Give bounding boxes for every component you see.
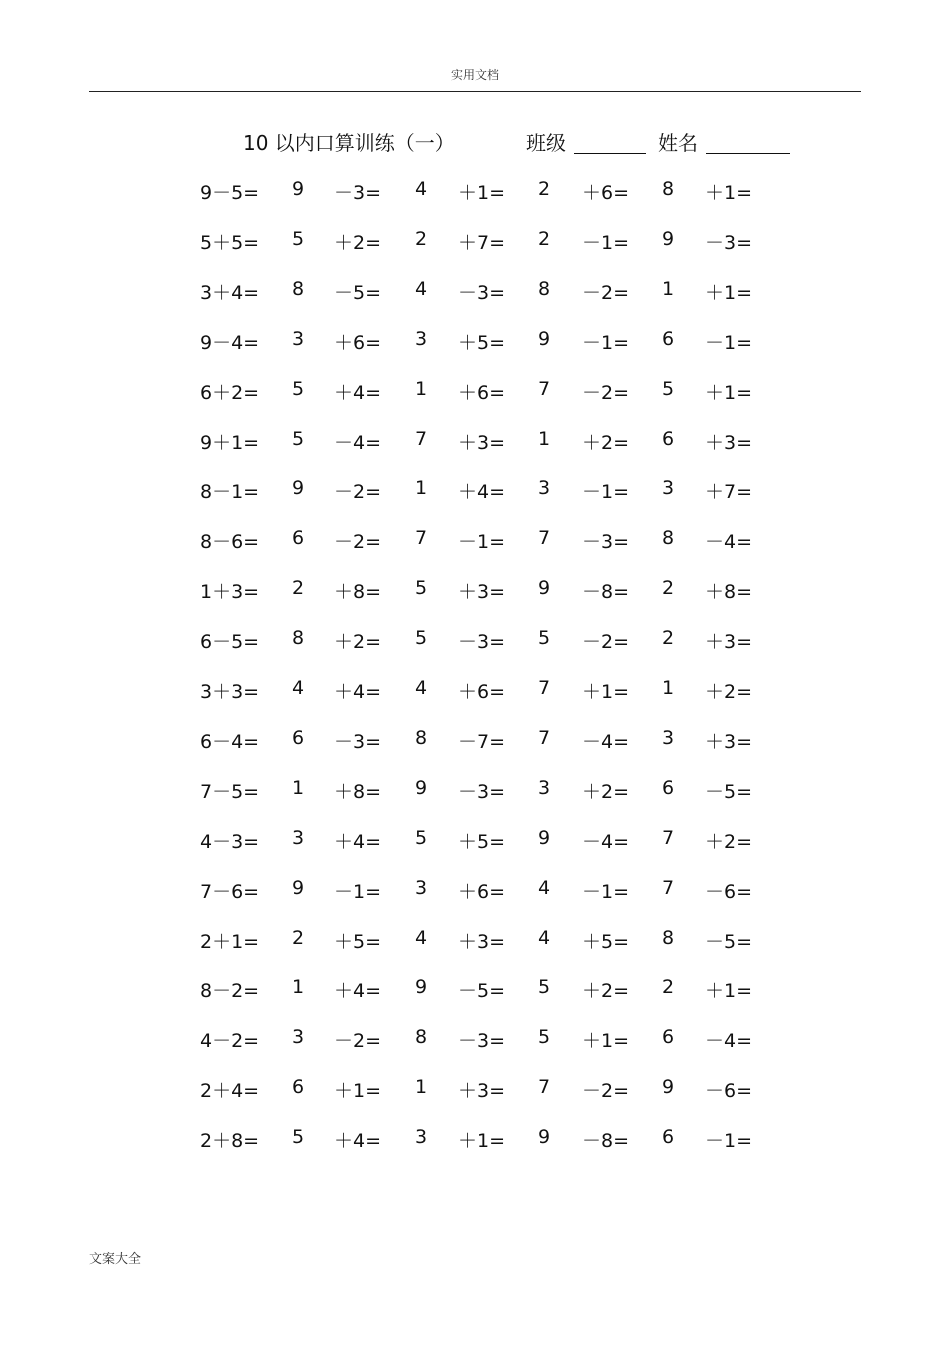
problem-row bbox=[0, 577, 950, 605]
problem-cell: ＋1= bbox=[334, 1080, 382, 1102]
problem-cell: －1= bbox=[705, 1130, 753, 1152]
problem-cell: 8 bbox=[415, 1026, 428, 1048]
problem-cell: ＋8= bbox=[334, 581, 382, 603]
problem-cell: 6 bbox=[662, 777, 675, 799]
problem-row bbox=[0, 976, 950, 1004]
problem-cell: ＋4= bbox=[334, 831, 382, 853]
problem-cell: 9 bbox=[538, 577, 551, 599]
problem-cell: －1= bbox=[458, 531, 506, 553]
problem-cell: 8 bbox=[292, 278, 305, 300]
problem-cell: ＋3= bbox=[458, 581, 506, 603]
problem-cell: 5 bbox=[292, 228, 305, 250]
problem-row bbox=[0, 927, 950, 955]
problem-cell: －8= bbox=[582, 1130, 630, 1152]
problem-row bbox=[0, 328, 950, 356]
problem-cell: ＋1= bbox=[458, 1130, 506, 1152]
problem-cell: －1= bbox=[705, 332, 753, 354]
problem-cell: －3= bbox=[458, 282, 506, 304]
problem-cell: ＋6= bbox=[458, 681, 506, 703]
problem-cell: 3 bbox=[415, 877, 428, 899]
problem-cell: 7 bbox=[415, 527, 428, 549]
problem-cell: 9－5= bbox=[200, 182, 260, 204]
worksheet-title: 10 以内口算训练（一） bbox=[243, 131, 455, 155]
problem-cell: 6 bbox=[662, 428, 675, 450]
problem-cell: 3 bbox=[292, 1026, 305, 1048]
problem-cell: 5 bbox=[292, 1126, 305, 1148]
problem-cell: 5 bbox=[415, 827, 428, 849]
problem-row bbox=[0, 1126, 950, 1154]
problem-cell: 1 bbox=[292, 777, 305, 799]
problem-cell: ＋1= bbox=[458, 182, 506, 204]
problem-cell: －1= bbox=[582, 332, 630, 354]
problem-cell: 9 bbox=[292, 477, 305, 499]
problem-cell: －1= bbox=[582, 481, 630, 503]
problem-cell: 2 bbox=[662, 627, 675, 649]
problem-cell: 5 bbox=[415, 577, 428, 599]
problem-cell: 8 bbox=[538, 278, 551, 300]
problem-cell: 3＋4= bbox=[200, 282, 260, 304]
problem-cell: 5 bbox=[662, 378, 675, 400]
problem-cell: 2 bbox=[538, 178, 551, 200]
problem-cell: 7 bbox=[538, 527, 551, 549]
problem-cell: ＋3= bbox=[458, 432, 506, 454]
problem-cell: －3= bbox=[582, 531, 630, 553]
problem-cell: ＋2= bbox=[582, 432, 630, 454]
problem-cell: 9 bbox=[538, 1126, 551, 1148]
class-blank-line[interactable] bbox=[574, 153, 646, 154]
problem-row bbox=[0, 677, 950, 705]
problem-cell: －3= bbox=[458, 781, 506, 803]
problem-cell: 2 bbox=[538, 228, 551, 250]
problem-cell: ＋3= bbox=[458, 931, 506, 953]
problem-cell: 2 bbox=[662, 577, 675, 599]
problem-row bbox=[0, 477, 950, 505]
problem-cell: 2 bbox=[292, 577, 305, 599]
problem-row bbox=[0, 178, 950, 206]
problem-cell: 5＋5= bbox=[200, 232, 260, 254]
problem-cell: －2= bbox=[582, 382, 630, 404]
problem-row bbox=[0, 827, 950, 855]
problem-cell: 5 bbox=[538, 976, 551, 998]
problem-cell: ＋6= bbox=[334, 332, 382, 354]
problem-cell: 4－2= bbox=[200, 1030, 260, 1052]
problem-cell: 9 bbox=[292, 877, 305, 899]
problem-cell: －8= bbox=[582, 581, 630, 603]
problem-cell: 9 bbox=[538, 827, 551, 849]
problem-cell: ＋2= bbox=[705, 831, 753, 853]
problem-cell: 8－2= bbox=[200, 980, 260, 1002]
page-header: 实用文档 bbox=[450, 68, 499, 82]
problem-cell: 4 bbox=[415, 178, 428, 200]
problem-row bbox=[0, 527, 950, 555]
problem-cell: ＋4= bbox=[334, 382, 382, 404]
problem-cell: ＋3= bbox=[705, 432, 753, 454]
problem-cell: 8 bbox=[662, 927, 675, 949]
problem-cell: ＋3= bbox=[705, 631, 753, 653]
problem-cell: －2= bbox=[334, 481, 382, 503]
problem-cell: 8－1= bbox=[200, 481, 260, 503]
problem-cell: －4= bbox=[334, 432, 382, 454]
problem-row bbox=[0, 877, 950, 905]
problem-cell: 7 bbox=[415, 428, 428, 450]
problem-cell: 3 bbox=[292, 827, 305, 849]
problem-cell: 2＋1= bbox=[200, 931, 260, 953]
problem-cell: －5= bbox=[334, 282, 382, 304]
problem-cell: ＋4= bbox=[334, 681, 382, 703]
problem-row bbox=[0, 1076, 950, 1104]
problem-cell: 7 bbox=[662, 827, 675, 849]
problem-cell: －5= bbox=[705, 781, 753, 803]
problem-cell: 7 bbox=[538, 677, 551, 699]
problem-cell: －3= bbox=[458, 1030, 506, 1052]
name-label: 姓名 bbox=[658, 131, 698, 155]
problem-cell: －7= bbox=[458, 731, 506, 753]
problem-cell: 9＋1= bbox=[200, 432, 260, 454]
problem-cell: ＋1= bbox=[705, 182, 753, 204]
problem-cell: 7 bbox=[538, 727, 551, 749]
problem-row bbox=[0, 627, 950, 655]
problem-cell: ＋5= bbox=[582, 931, 630, 953]
problem-cell: －5= bbox=[458, 980, 506, 1002]
problem-cell: ＋1= bbox=[582, 681, 630, 703]
problem-cell: 1＋3= bbox=[200, 581, 260, 603]
problem-cell: 4 bbox=[415, 278, 428, 300]
problem-cell: －2= bbox=[334, 1030, 382, 1052]
problem-cell: －3= bbox=[458, 631, 506, 653]
problem-cell: 2 bbox=[415, 228, 428, 250]
problem-cell: ＋3= bbox=[458, 1080, 506, 1102]
problem-cell: 4 bbox=[538, 927, 551, 949]
problem-row bbox=[0, 1026, 950, 1054]
problem-cell: 2 bbox=[292, 927, 305, 949]
problem-cell: －4= bbox=[582, 831, 630, 853]
problem-cell: 7－6= bbox=[200, 881, 260, 903]
problem-cell: 6－4= bbox=[200, 731, 260, 753]
problem-cell: ＋1= bbox=[705, 980, 753, 1002]
problem-cell: －4= bbox=[705, 1030, 753, 1052]
problem-cell: ＋4= bbox=[334, 980, 382, 1002]
class-label: 班级 bbox=[526, 131, 566, 155]
problem-cell: －1= bbox=[334, 881, 382, 903]
problem-cell: 9 bbox=[662, 1076, 675, 1098]
problem-cell: 3 bbox=[415, 1126, 428, 1148]
problem-cell: 1 bbox=[538, 428, 551, 450]
problem-cell: 7 bbox=[538, 378, 551, 400]
problem-cell: 5 bbox=[415, 627, 428, 649]
problem-cell: 6＋2= bbox=[200, 382, 260, 404]
problem-cell: ＋8= bbox=[334, 781, 382, 803]
problem-cell: 5 bbox=[538, 1026, 551, 1048]
problem-cell: ＋4= bbox=[458, 481, 506, 503]
problem-cell: 4 bbox=[538, 877, 551, 899]
problem-cell: 3 bbox=[415, 328, 428, 350]
problem-cell: 1 bbox=[415, 1076, 428, 1098]
problem-cell: 2＋4= bbox=[200, 1080, 260, 1102]
problem-cell: －2= bbox=[582, 631, 630, 653]
problem-cell: －2= bbox=[582, 282, 630, 304]
problem-cell: －1= bbox=[582, 232, 630, 254]
problem-cell: ＋6= bbox=[582, 182, 630, 204]
problem-cell: 8 bbox=[292, 627, 305, 649]
problem-cell: ＋6= bbox=[458, 881, 506, 903]
problem-cell: 3＋3= bbox=[200, 681, 260, 703]
problem-cell: －6= bbox=[705, 881, 753, 903]
problem-cell: －5= bbox=[705, 931, 753, 953]
problem-cell: ＋3= bbox=[705, 731, 753, 753]
problem-cell: 5 bbox=[292, 378, 305, 400]
problem-cell: 4－3= bbox=[200, 831, 260, 853]
problem-cell: 9－4= bbox=[200, 332, 260, 354]
problem-cell: 9 bbox=[662, 228, 675, 250]
problem-cell: 1 bbox=[662, 677, 675, 699]
problem-row bbox=[0, 428, 950, 456]
problem-cell: －2= bbox=[334, 531, 382, 553]
problem-cell: 8 bbox=[662, 527, 675, 549]
problem-cell: －2= bbox=[582, 1080, 630, 1102]
problem-cell: －4= bbox=[705, 531, 753, 553]
problem-cell: 8－6= bbox=[200, 531, 260, 553]
problem-cell: 6 bbox=[292, 527, 305, 549]
problem-cell: ＋7= bbox=[705, 481, 753, 503]
problem-cell: ＋6= bbox=[458, 382, 506, 404]
problem-cell: －1= bbox=[582, 881, 630, 903]
name-blank-line[interactable] bbox=[706, 153, 790, 154]
problem-cell: 9 bbox=[292, 178, 305, 200]
problem-cell: 8 bbox=[662, 178, 675, 200]
problem-cell: 9 bbox=[415, 976, 428, 998]
problem-row bbox=[0, 727, 950, 755]
problem-row bbox=[0, 777, 950, 805]
problem-cell: ＋5= bbox=[458, 332, 506, 354]
problem-row bbox=[0, 378, 950, 406]
problem-cell: 5 bbox=[292, 428, 305, 450]
problem-cell: 2＋8= bbox=[200, 1130, 260, 1152]
problem-cell: 3 bbox=[662, 727, 675, 749]
problem-cell: 4 bbox=[415, 677, 428, 699]
problem-cell: 1 bbox=[292, 976, 305, 998]
problem-cell: 1 bbox=[415, 477, 428, 499]
problem-cell: 7 bbox=[538, 1076, 551, 1098]
problem-cell: ＋2= bbox=[334, 232, 382, 254]
problem-cell: 3 bbox=[538, 777, 551, 799]
problem-cell: ＋2= bbox=[582, 781, 630, 803]
problem-cell: ＋1= bbox=[705, 282, 753, 304]
problem-cell: 6 bbox=[662, 1126, 675, 1148]
worksheet-title-row bbox=[0, 127, 950, 157]
problem-cell: ＋2= bbox=[334, 631, 382, 653]
problem-cell: ＋4= bbox=[334, 1130, 382, 1152]
problem-cell: 7 bbox=[662, 877, 675, 899]
problem-cell: 3 bbox=[662, 477, 675, 499]
problem-cell: ＋2= bbox=[705, 681, 753, 703]
problem-cell: －4= bbox=[582, 731, 630, 753]
problem-cell: －3= bbox=[334, 731, 382, 753]
problem-cell: 6 bbox=[662, 328, 675, 350]
problem-cell: ＋7= bbox=[458, 232, 506, 254]
problem-cell: 6 bbox=[662, 1026, 675, 1048]
problem-cell: 1 bbox=[415, 378, 428, 400]
problem-cell: ＋1= bbox=[705, 382, 753, 404]
problem-cell: ＋1= bbox=[582, 1030, 630, 1052]
problem-cell: －6= bbox=[705, 1080, 753, 1102]
header-divider bbox=[89, 91, 861, 92]
problem-row bbox=[0, 278, 950, 306]
problem-cell: 2 bbox=[662, 976, 675, 998]
problem-cell: 3 bbox=[292, 328, 305, 350]
problem-cell: 6－5= bbox=[200, 631, 260, 653]
problem-cell: －3= bbox=[334, 182, 382, 204]
problem-cell: 9 bbox=[415, 777, 428, 799]
problem-cell: 6 bbox=[292, 1076, 305, 1098]
problem-cell: 4 bbox=[415, 927, 428, 949]
problem-cell: 8 bbox=[415, 727, 428, 749]
problem-cell: ＋5= bbox=[334, 931, 382, 953]
problem-cell: ＋8= bbox=[705, 581, 753, 603]
problem-cell: 7－5= bbox=[200, 781, 260, 803]
page-footer: 文案大全 bbox=[89, 1252, 142, 1267]
problem-cell: 1 bbox=[662, 278, 675, 300]
problem-cell: 9 bbox=[538, 328, 551, 350]
problem-cell: 3 bbox=[538, 477, 551, 499]
problem-cell: ＋5= bbox=[458, 831, 506, 853]
problem-row bbox=[0, 228, 950, 256]
problem-cell: ＋2= bbox=[582, 980, 630, 1002]
problem-cell: 5 bbox=[538, 627, 551, 649]
problem-cell: 6 bbox=[292, 727, 305, 749]
problem-cell: －3= bbox=[705, 232, 753, 254]
problem-cell: 4 bbox=[292, 677, 305, 699]
